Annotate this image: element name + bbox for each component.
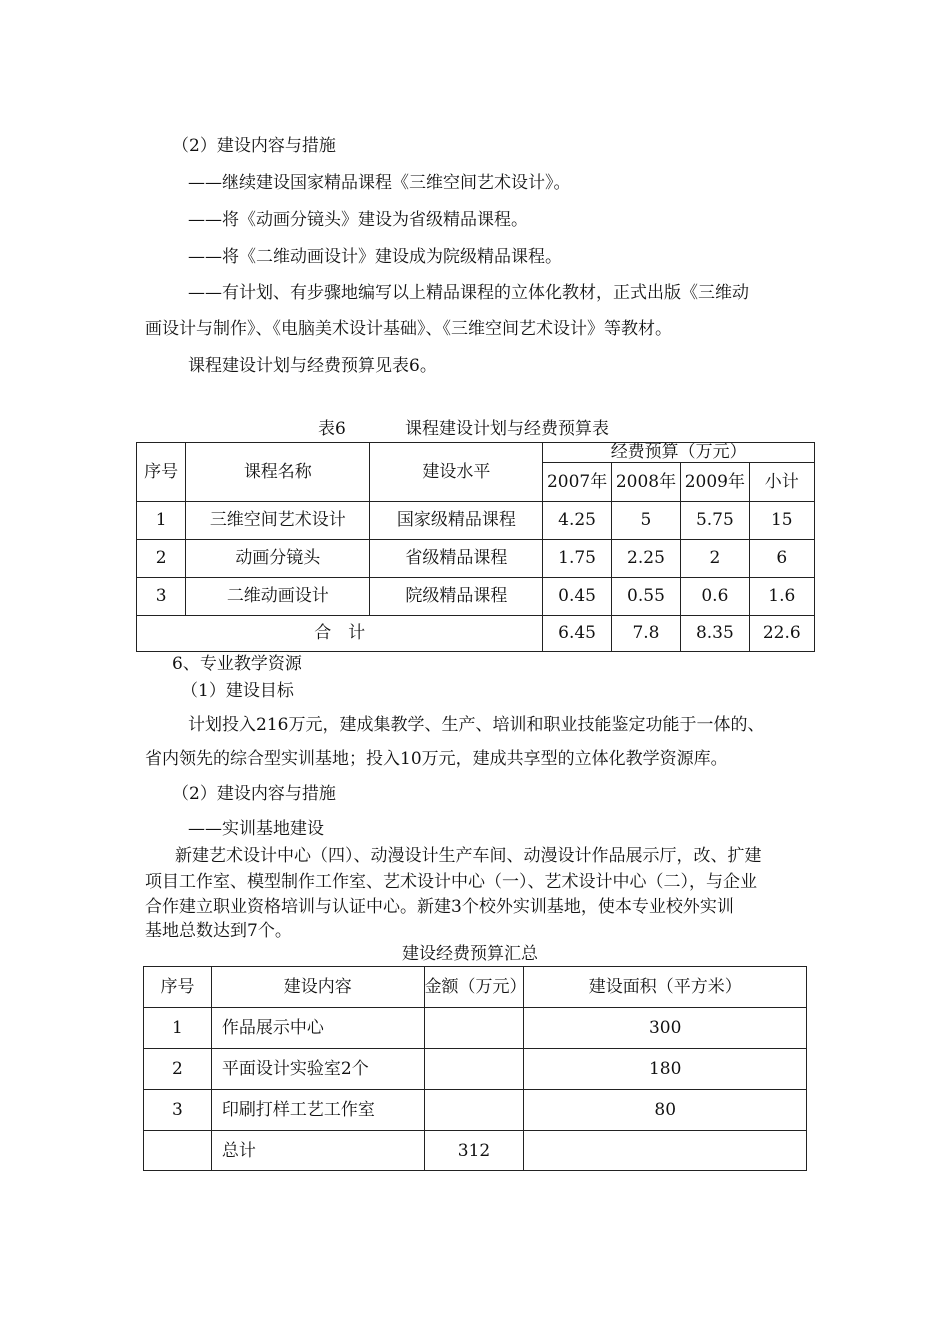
cell-content: 印刷打样工艺工作室 <box>211 1090 424 1131</box>
goal-heading: （1）建设目标 <box>181 681 294 701</box>
list-item: ——将《二维动画设计》建设成为院级精品课程。 <box>188 247 562 267</box>
table-row <box>144 1049 807 1090</box>
cell-area <box>524 1131 807 1171</box>
cell-seq: 1 <box>137 502 186 540</box>
cell-2009: 5.75 <box>681 502 749 540</box>
paragraph-line: ——有计划、有步骤地编写以上精品课程的立体化教材，正式出版《三维动 <box>188 283 749 303</box>
total-row <box>144 1131 807 1171</box>
header-course-name: 课程名称 <box>186 443 370 502</box>
cell-seq: 3 <box>137 578 186 616</box>
table-row <box>144 1008 807 1049</box>
table-row <box>137 540 815 578</box>
cell-seq: 3 <box>144 1090 212 1131</box>
cell-total-label: 合 计 <box>137 616 543 652</box>
cell-amount <box>424 1090 524 1131</box>
header-content: 建设内容 <box>211 967 424 1008</box>
paragraph-line: 合作建立职业资格培训与认证中心。新建3个校外实训基地，使本专业校外实训 <box>145 897 734 917</box>
header-subtotal: 小计 <box>749 463 814 502</box>
cell-seq: 2 <box>137 540 186 578</box>
cell-2008: 0.55 <box>611 578 680 616</box>
table-caption-label: 表6 <box>318 419 346 439</box>
cell-subtotal: 6 <box>749 540 814 578</box>
header-level: 建设水平 <box>370 443 543 502</box>
cell-level: 国家级精品课程 <box>370 502 543 540</box>
course-budget-table <box>136 442 815 652</box>
budget-summary-table <box>143 966 807 1171</box>
cell-area: 300 <box>524 1008 807 1049</box>
measures-heading: （2）建设内容与措施 <box>172 784 336 804</box>
list-item: ——继续建设国家精品课程《三维空间艺术设计》。 <box>188 173 571 193</box>
section-title: 6、专业教学资源 <box>172 654 302 674</box>
cell-course-name: 二维动画设计 <box>186 578 370 616</box>
paragraph-line: 新建艺术设计中心（四）、动漫设计生产车间、动漫设计作品展示厅，改、扩建 <box>175 846 762 866</box>
header-budget: 经费预算（万元） <box>543 443 815 463</box>
cell-2007: 0.45 <box>543 578 611 616</box>
table-row <box>144 1090 807 1131</box>
paragraph-line: 省内领先的综合型实训基地；投入10万元，建成共享型的立体化教学资源库。 <box>145 749 728 769</box>
cell-course-name: 动画分镜头 <box>186 540 370 578</box>
header-2007: 2007年 <box>543 463 611 502</box>
cell-2009: 2 <box>681 540 749 578</box>
cell-seq: 2 <box>144 1049 212 1090</box>
header-2009: 2009年 <box>681 463 749 502</box>
table-row <box>137 502 815 540</box>
header-2008: 2008年 <box>611 463 680 502</box>
cell-area: 180 <box>524 1049 807 1090</box>
cell-2008: 2.25 <box>611 540 680 578</box>
cell-seq <box>144 1131 212 1171</box>
cell-amount <box>424 1049 524 1090</box>
cell-level: 省级精品课程 <box>370 540 543 578</box>
header-amount: 金额（万元） <box>424 967 524 1008</box>
header-area: 建设面积（平方米） <box>524 967 807 1008</box>
cell-course-name: 三维空间艺术设计 <box>186 502 370 540</box>
paragraph-line: 画设计与制作》、《电脑美术设计基础》、《三维空间艺术设计》等教材。 <box>145 319 672 339</box>
cell-subtotal: 1.6 <box>749 578 814 616</box>
cell-total-amount: 312 <box>424 1131 524 1171</box>
cell-total-2009: 8.35 <box>681 616 749 652</box>
paragraph-line: 计划投入216万元，建成集教学、生产、培训和职业技能鉴定功能于一体的、 <box>188 715 765 735</box>
cell-2008: 5 <box>611 502 680 540</box>
header-seq: 序号 <box>137 443 186 502</box>
cell-2009: 0.6 <box>681 578 749 616</box>
total-row <box>137 616 815 652</box>
cell-level: 院级精品课程 <box>370 578 543 616</box>
cell-amount <box>424 1008 524 1049</box>
table-reference-note: 课程建设计划与经费预算见表6。 <box>188 356 437 376</box>
cell-2007: 4.25 <box>543 502 611 540</box>
table-caption: 建设经费预算汇总 <box>402 944 538 964</box>
list-item: ——将《动画分镜头》建设为省级精品课程。 <box>188 210 528 230</box>
header-seq: 序号 <box>144 967 212 1008</box>
cell-seq: 1 <box>144 1008 212 1049</box>
cell-subtotal: 15 <box>749 502 814 540</box>
section-heading: （2）建设内容与措施 <box>172 136 336 156</box>
table-caption-title: 课程建设计划与经费预算表 <box>405 419 609 439</box>
paragraph-line: 项目工作室、模型制作工作室、艺术设计中心（一）、艺术设计中心（二），与企业 <box>145 872 757 892</box>
table-row <box>137 578 815 616</box>
cell-total-2008: 7.8 <box>611 616 680 652</box>
list-item: ——实训基地建设 <box>188 819 324 839</box>
paragraph-line: 基地总数达到7个。 <box>145 921 292 941</box>
cell-total-2007: 6.45 <box>543 616 611 652</box>
cell-area: 80 <box>524 1090 807 1131</box>
cell-content: 平面设计实验室2个 <box>211 1049 424 1090</box>
cell-2007: 1.75 <box>543 540 611 578</box>
cell-content: 作品展示中心 <box>211 1008 424 1049</box>
cell-total-subtotal: 22.6 <box>749 616 814 652</box>
cell-total-label: 总计 <box>211 1131 424 1171</box>
